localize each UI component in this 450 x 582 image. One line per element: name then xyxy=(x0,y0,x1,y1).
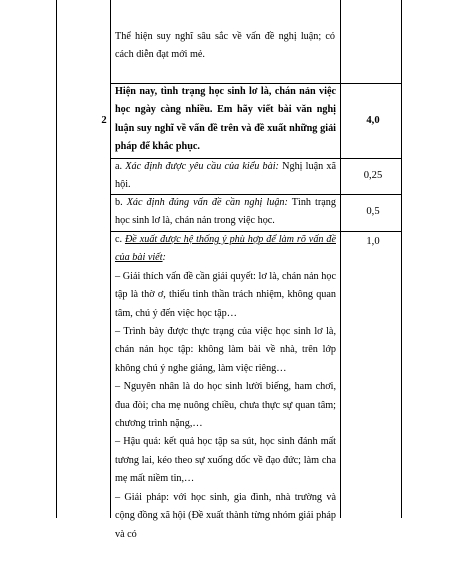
criterion-c-heading xyxy=(115,231,336,268)
criterion-c-point: – Giải pháp: với học sinh, gia đình, nhà trường và cộng đồng xã hội (Đề xuất thành từng nhóm giải pháp và có xyxy=(115,491,336,540)
criterion-b-prefix: b. xyxy=(115,197,123,208)
criterion-b-text: Tình trạng học sinh lơ là, chán nản trong việc học. xyxy=(115,197,336,227)
criterion-c-point: – Giải thích vấn đề cần giải quyết: lơ là, chán nản học tập là thờ ơ, thiếu tinh thần trách nhiệm, không quan tâm, chú ý đến việc học tập… xyxy=(115,270,336,319)
criterion-a-label: Xác định được yêu cầu của kiểu bài: xyxy=(125,161,279,172)
criterion-c-point: – Nguyên nhân là do học sinh lười biếng, ham chơi, đua đòi; cha mẹ nuông chiều, chưa thực sự quan tâm; chương trình nặng,… xyxy=(115,381,336,430)
criterion-a-score: 0,25 xyxy=(363,170,383,181)
criterion-c-prefix: c. xyxy=(115,234,123,245)
column-divider-stt xyxy=(110,0,111,518)
criterion-c-label: Đề xuất được hệ thống ý phù hợp để làm rõ vấn đề của bài viết xyxy=(115,234,336,264)
criterion-c-label-suffix: : xyxy=(162,252,166,264)
criterion-text: Thể hiện suy nghĩ sâu sắc về vấn đề nghị luận; có cách diễn đạt mới mẻ. xyxy=(115,31,335,61)
question-score: 4,0 xyxy=(366,115,380,126)
criterion-c-point: – Hậu quả: kết quả học tập sa sút, học sinh đánh mất tương lai, kéo theo sự xuống dốc về đạo đức; làm cha mẹ mất niềm tin,… xyxy=(115,436,336,485)
criterion-b-label: Xác định đúng vấn đề cần nghị luận: xyxy=(126,197,288,208)
question-number: 2 xyxy=(101,115,107,126)
criterion-a-prefix: a. xyxy=(115,161,123,172)
criterion-c xyxy=(115,231,336,544)
criterion-b xyxy=(115,194,336,231)
table-border-left xyxy=(56,0,57,518)
criterion-c-score: 1,0 xyxy=(366,236,380,247)
criterion-b-score: 0,5 xyxy=(366,206,380,217)
question-text: Hiện nay, tình trạng học sinh lơ là, chán nản việc học ngày càng nhiều. Em hãy viết bài văn nghị luận suy nghĩ về vấn đề trên và đề xuất những giải pháp để khắc phục. xyxy=(115,86,336,153)
column-divider-score xyxy=(340,0,341,518)
table-border-right xyxy=(401,0,402,518)
criterion-a-text: Nghị luận xã hội. xyxy=(115,161,336,191)
criterion-a xyxy=(115,158,336,195)
criterion-c-point: – Trình bày được thực trạng của việc học sinh lơ là, chán nản học tập: không làm bài về nhà, trên lớp không chú ý nghe giảng, làm việc riêng… xyxy=(115,326,336,374)
